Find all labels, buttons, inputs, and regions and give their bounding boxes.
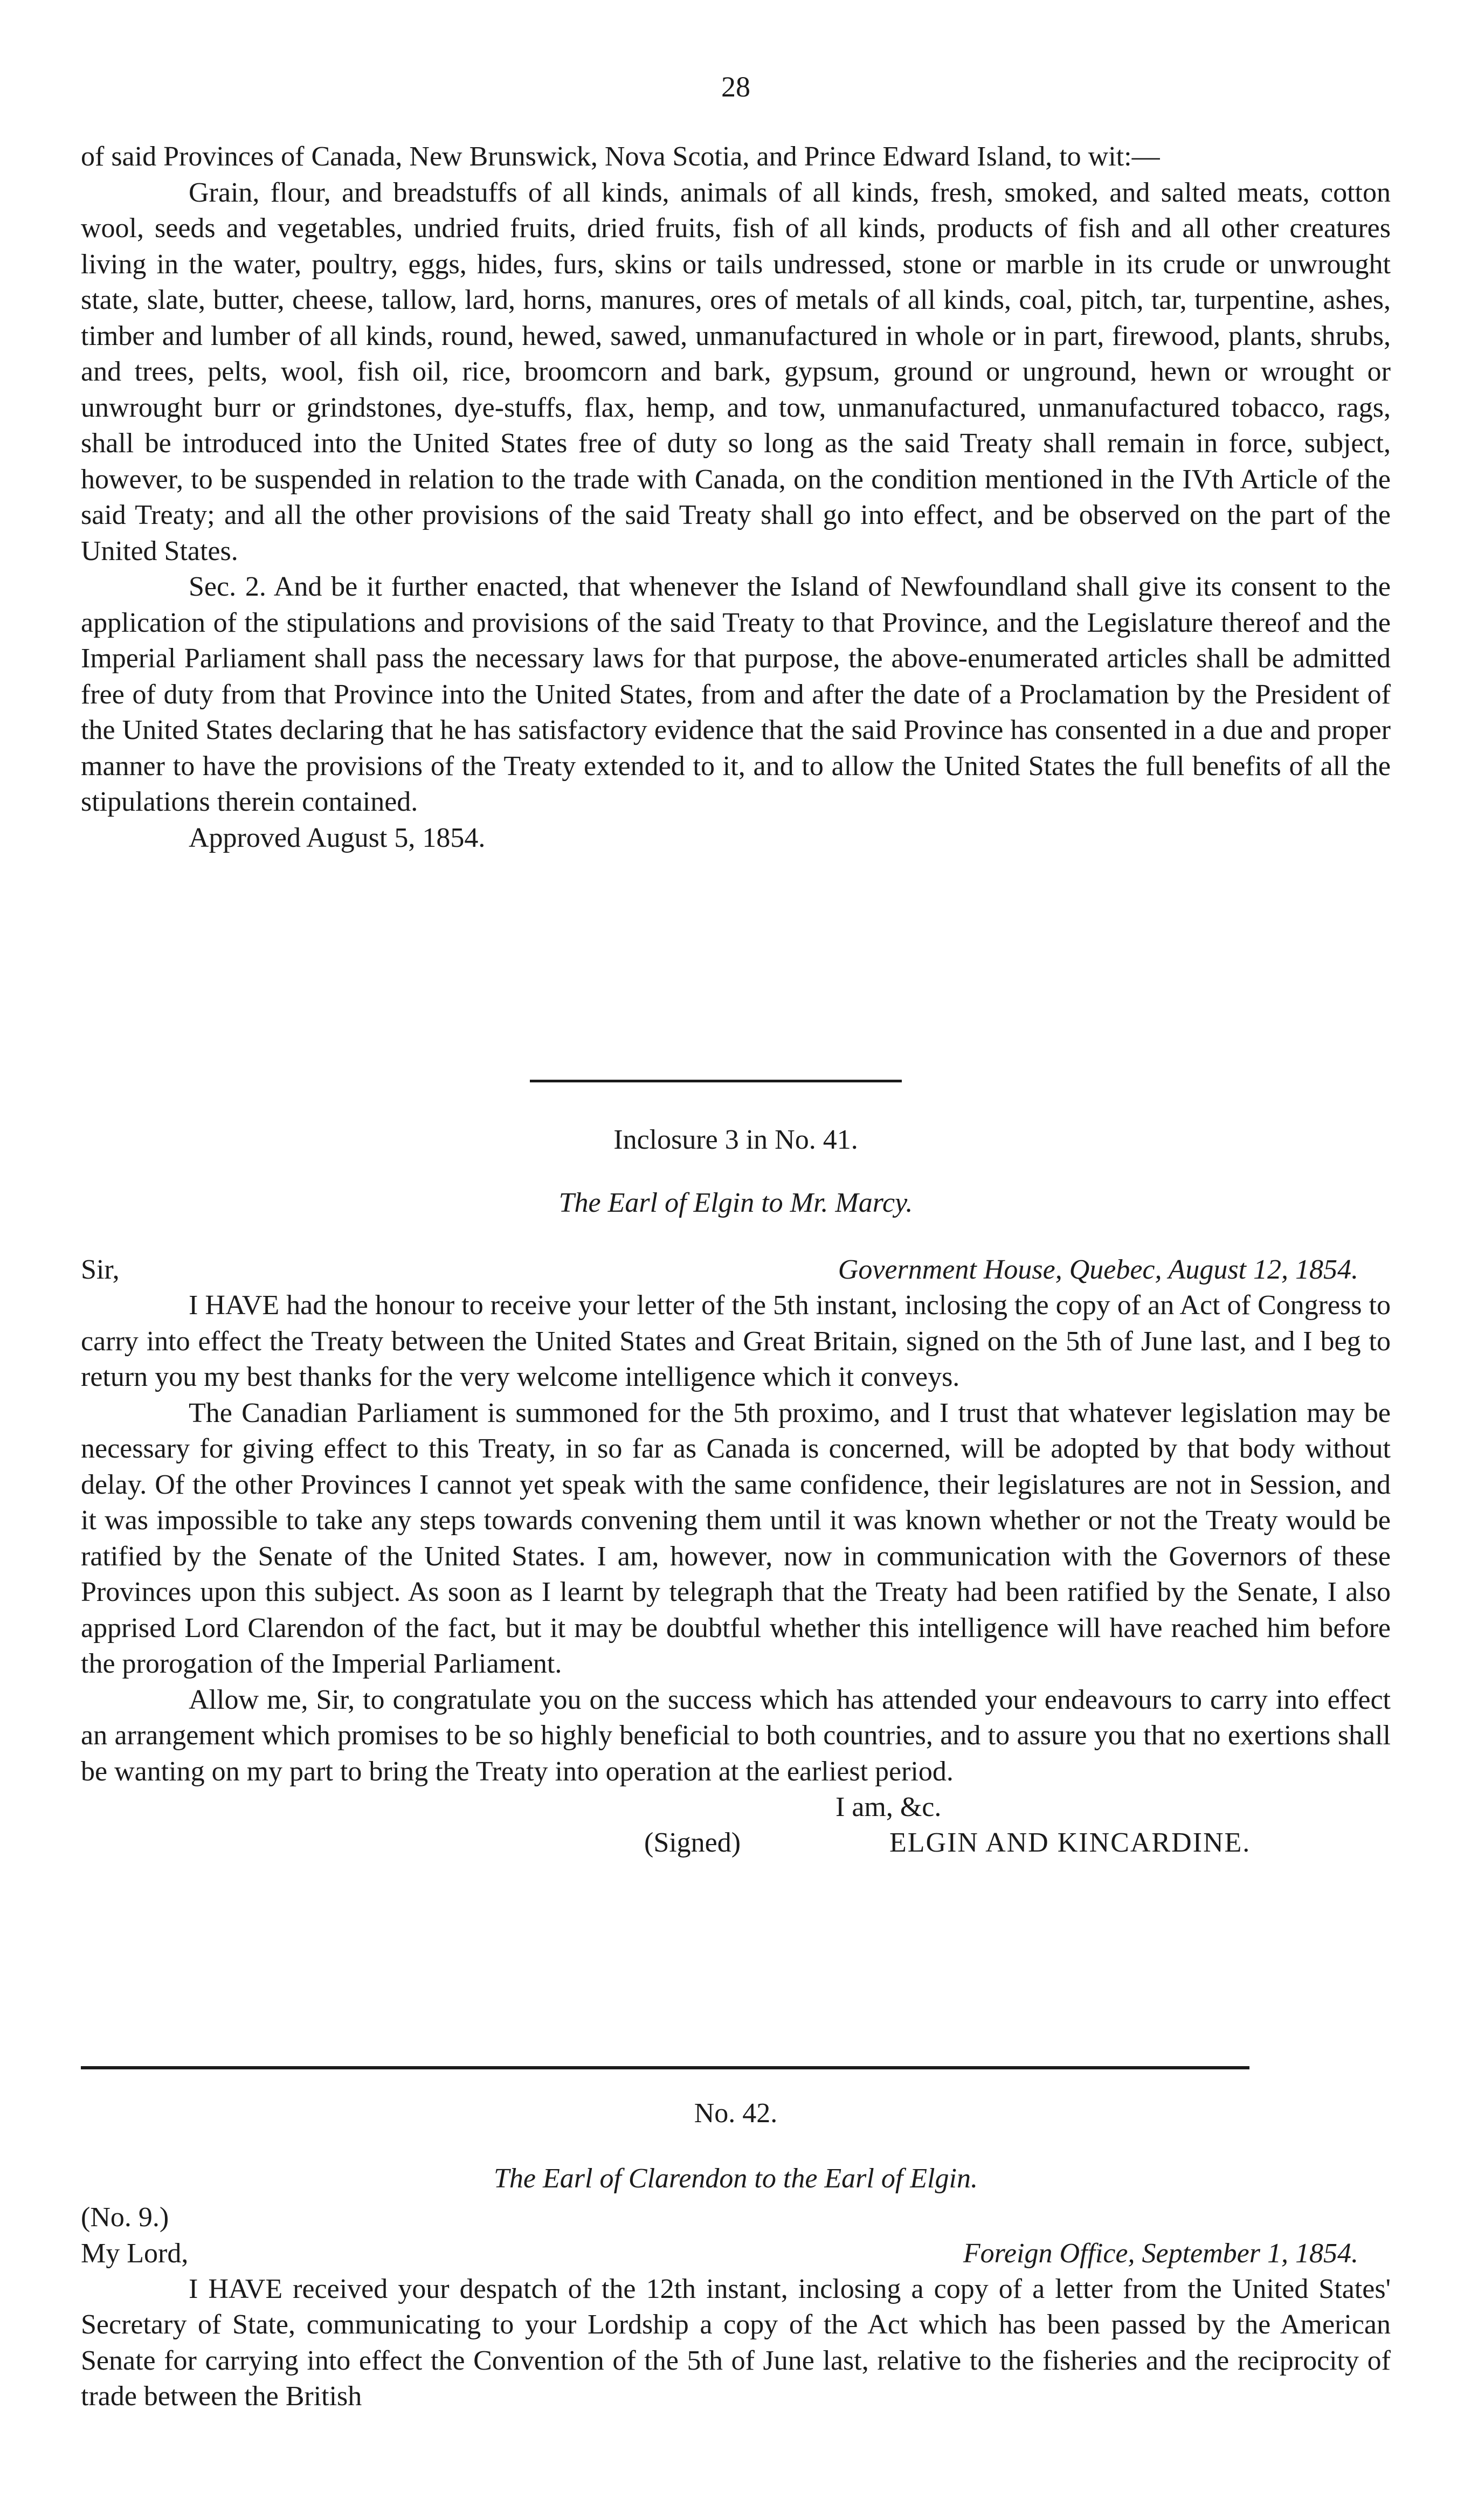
closing: I am, &c. <box>835 1792 942 1822</box>
no42-address-line <box>81 2236 1391 2272</box>
inclosure-paragraph-1: I HAVE had the honour to receive your letter of the 5th instant, inclosing the copy of an Act of Congress to carry into effect the Treaty between the United States and Great Britain, signed on the 5th of June last, and I beg to return you my best thanks for the very welcome intelligence which it conveys. <box>81 1290 1391 1392</box>
act-text <box>81 139 1391 856</box>
act-paragraph-3: Sec. 2. And be it further enacted, that whenever the Island of Newfoundland shall give its consent to the application of the stipulations and provisions of the said Treaty to that Province, and the Legislature thereof and the Imperial Parliament shall pass the necessary laws for that purpose, the above-enumerated articles shall be admitted free of duty from that Province into the United States, from and after the date of a Proclamation by the President of the United States declaring that he has satisfactory evidence that the said Province has consented in a due and proper manner to have the provisions of the Treaty extended to it, and to allow the United States the full benefits of all the stipulations therein contained. <box>81 571 1391 817</box>
inclosure-address-line <box>81 1252 1391 1288</box>
signature-block <box>81 1790 1391 1861</box>
act-paragraph-2: Grain, flour, and breadstuffs of all kinds, animals of all kinds, fresh, smoked, and salted meats, cotton wool, seeds and vegetables, undried fruits, dried fruits, fish of all kinds, products of fish and all other creatures living in the water, poultry, eggs, hides, furs, skins or tails undressed, stone or marble in its crude or unwrought state, slate, butter, cheese, tallow, lard, horns, manures, ores of metals of all kinds, coal, pitch, tar, turpentine, ashes, timber and lumber of all kinds, round, hewed, sawed, unmanufactured in whole or in part, firewood, plants, shrubs, and trees, pelts, wool, fish oil, rice, broomcorn and bark, gypsum, ground or unground, hewn or wrought or unwrought burr or grindstones, dye-stuffs, flax, hemp, and tow, unmanufactured, unmanufactured tobacco, rags, shall be introduced into the United States free of duty so long as the said Treaty shall remain in force, subject, however, to be suspended in relation to the trade with Canada, on the condition mentioned in the IVth Article of the said Treaty; and all the other provisions of the said Treaty shall go into effect, and be observed on the part of the United States. <box>81 177 1391 567</box>
signatory: ELGIN AND KINCARDINE. <box>889 1827 1251 1858</box>
no42-title: The Earl of Clarendon to the Earl of Elgin. <box>494 2163 978 2194</box>
no42-paragraph: I HAVE received your despatch of the 12th instant, inclosing a copy of a letter from the United States' Secretary of State, communicating to your Lordship a copy of the Act which has been passed by the American Senate for carrying into effect the Convention of the 5th of June last, relative to the fisheries and the reciprocity of trade between the British <box>81 2273 1391 2412</box>
inclosure-heading: Inclosure 3 in No. 41. <box>613 1124 858 1155</box>
no42-section <box>81 2096 1391 2415</box>
inclosure-section <box>81 1122 1391 1861</box>
act-paragraph-1: of said Provinces of Canada, New Brunswick, Nova Scotia, and Prince Edward Island, to wit:— <box>81 141 1160 172</box>
inclosure-paragraph-3: Allow me, Sir, to congratulate you on the success which has attended your endeavours to carry into effect an arrangement which promises to be so highly beneficial to both countries, and to assure you that no exertions shall be wanting on my part to bring the Treaty into operation at the earliest period. <box>81 1684 1391 1787</box>
inclosure-paragraph-2: The Canadian Parliament is summoned for the 5th proximo, and I trust that whatever legislation may be necessary for giving effect to this Treaty, in so far as Canada is concerned, will be adopted by that body without delay. Of the other Provinces I cannot yet speak with the same confidence, their legislatures are not in Session, and it was impossible to take any steps towards convening them until it was known whether or not the Treaty would be ratified by the Senate of the United States. I am, however, now in communication with the Governors of these Provinces upon this subject. As soon as I learnt by telegraph that the Treaty had been ratified by the Senate, I also apprised Lord Clarendon of the fact, but it may be doubtful whether this intelligence will have reached him before the prorogation of the Imperial Parliament. <box>81 1397 1391 1679</box>
no42-heading: No. 42. <box>694 2098 778 2129</box>
section-divider <box>530 1080 902 1082</box>
no42-ref: (No. 9.) <box>81 2202 169 2233</box>
inclosure-salutation: Sir, <box>81 1254 120 1285</box>
section-divider-thick <box>81 2066 1249 2069</box>
inclosure-dateline: Government House, Quebec, August 12, 1854. <box>838 1254 1358 1285</box>
no42-dateline: Foreign Office, September 1, 1854. <box>963 2238 1358 2269</box>
signed-label: (Signed) <box>644 1827 741 1858</box>
inclosure-title: The Earl of Elgin to Mr. Marcy. <box>558 1187 913 1218</box>
page-number: 28 <box>721 71 750 103</box>
act-approved-line: Approved August 5, 1854. <box>189 822 486 853</box>
no42-salutation: My Lord, <box>81 2238 189 2269</box>
